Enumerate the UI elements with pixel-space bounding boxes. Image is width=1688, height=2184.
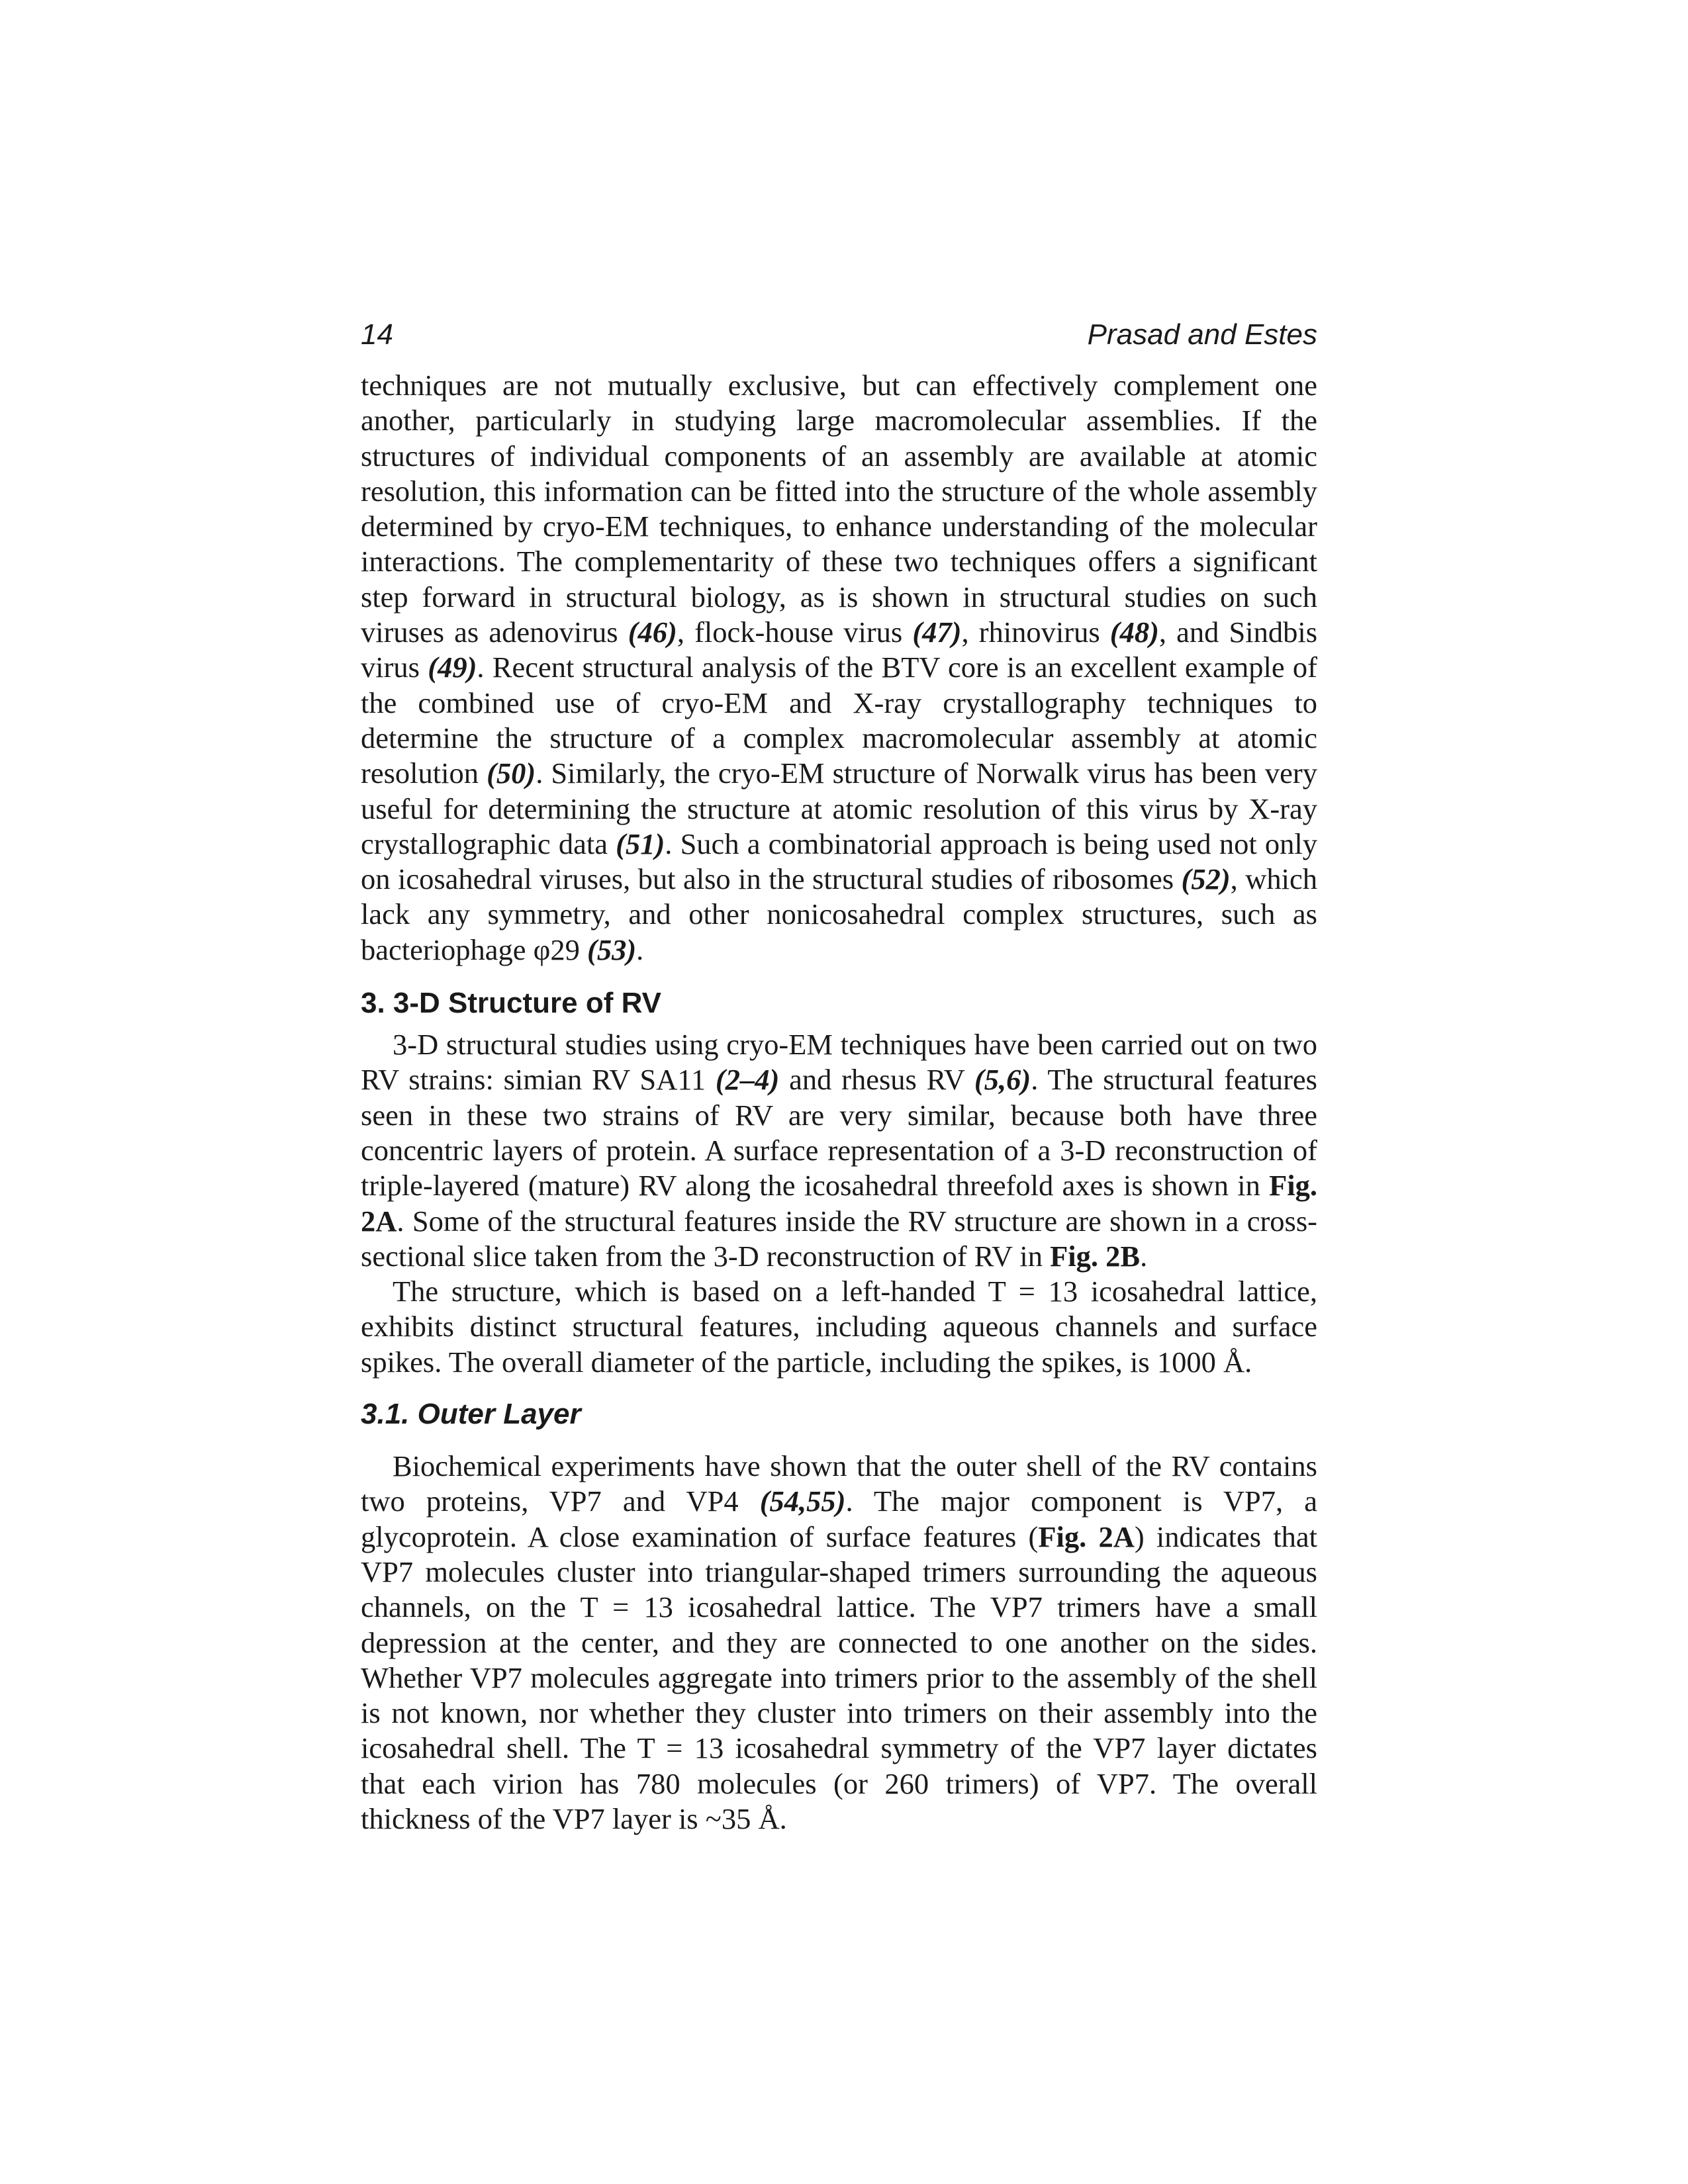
citation: (51) bbox=[616, 827, 665, 860]
text-run: . Some of the structural features inside the RV structure are shown in a cross-sectional slice taken from the 3-D reconstruction of RV in bbox=[361, 1204, 1317, 1273]
text-run: . bbox=[636, 933, 644, 966]
citation: (2–4) bbox=[715, 1063, 780, 1097]
citation: (54,55) bbox=[759, 1484, 846, 1518]
text-run: . Such a combinatorial approach is being used not only on icosahedral viruses, but also in the structural studies of ribosomes bbox=[361, 827, 1317, 896]
citation: (49) bbox=[428, 651, 477, 684]
text-run: . Similarly, the cryo-EM structure of Norwalk virus has been very useful for determining the structure at atomic resolution of this virus by X-ray crystallographic data bbox=[361, 756, 1317, 860]
figure-reference: Fig. 2A bbox=[361, 1169, 1317, 1238]
text-run: and rhesus RV bbox=[779, 1063, 974, 1097]
text-run: . The structural features seen in these two strains of RV are very similar, because both have three concentric layers of protein. A surface representation of a 3-D reconstruction of triple-layered (mature) RV along the icosahedral threefold axes is shown in bbox=[361, 1063, 1317, 1203]
citation: (50) bbox=[487, 756, 536, 790]
citation: (47) bbox=[912, 615, 962, 649]
citation: (48) bbox=[1109, 615, 1159, 649]
text-run: . The major component is VP7, a glycoprotein. A close examination of surface features ( bbox=[361, 1484, 1318, 1553]
text-run: , flock-house virus bbox=[677, 615, 913, 649]
text-run: . bbox=[1140, 1239, 1148, 1273]
citation: (53) bbox=[587, 933, 637, 966]
page-number: 14 bbox=[361, 318, 393, 351]
section-heading: 3. 3-D Structure of RV bbox=[361, 987, 661, 1020]
subsection-heading: 3.1. Outer Layer bbox=[361, 1398, 581, 1431]
text-run: , which lack any symmetry, and other nonicosahedral complex structures, such as bacteriophage φ29 bbox=[361, 862, 1317, 966]
citation: (52) bbox=[1181, 862, 1231, 896]
figure-reference: Fig. 2B bbox=[1050, 1239, 1141, 1273]
text-run: 3-D structural studies using cryo-EM techniques have been carried out on two RV strains: simian RV SA11 bbox=[361, 1028, 1317, 1097]
text-run: Biochemical experiments have shown that the outer shell of the RV contains two proteins, VP7 and VP4 bbox=[361, 1449, 1317, 1518]
running-head bbox=[361, 316, 1317, 353]
citation: (46) bbox=[628, 615, 677, 649]
text-run: , and Sindbis virus bbox=[361, 615, 1318, 684]
text-run: . Recent structural analysis of the BTV core is an excellent example of the combined use of cryo-EM and X-ray crystallography techniques to determine the structure of a complex macromolecular assembly at atomic resolution bbox=[361, 651, 1318, 790]
text-run: , rhinovirus bbox=[961, 615, 1110, 649]
citation: (5,6) bbox=[974, 1063, 1031, 1097]
paragraph-intro bbox=[361, 368, 1317, 968]
paragraph-section3-1 bbox=[361, 1027, 1317, 1274]
text-run: ) indicates that VP7 molecules cluster into triangular-shaped trimers surrounding the aqueous channels, on the T = 13 icosahedral lattice. The VP7 trimers have a small depression at the center, and they are connected to one another on the sides. Whether VP7 molecules aggregate into trimers prior to the assembly of the shell is not known, nor whether they cluster into trimers on their assembly into the icosahedral shell. The T = 13 icosahedral symmetry of the VP7 layer dictates that each virion has 780 molecules (or 260 trimers) of VP7. The overall thickness of the VP7 layer is ~35 Å. bbox=[361, 1520, 1317, 1835]
paragraph-section3-2: The structure, which is based on a left-handed T = 13 icosahedral lattice, exhibits distinct structural features, including aqueous channels and surface spikes. The overall diameter of the particle, including the spikes, is 1000 Å. bbox=[361, 1275, 1317, 1379]
paragraph-section31-1 bbox=[361, 1449, 1317, 1837]
figure-reference: Fig. 2A bbox=[1038, 1520, 1135, 1553]
running-title: Prasad and Estes bbox=[1087, 318, 1317, 351]
page-content bbox=[361, 316, 1317, 1837]
text-run: techniques are not mutually exclusive, but can effectively complement one another, particularly in studying large macromolecular assemblies. If the structures of individual components of an assembly are available at atomic resolution, this information can be fitted into the structure of the whole assembly determined by cryo-EM techniques, to enhance understanding of the molecular interactions. The complementarity of these two techniques offers a significant step forward in structural biology, as is shown in structural studies on such viruses as adenovirus bbox=[361, 369, 1317, 649]
